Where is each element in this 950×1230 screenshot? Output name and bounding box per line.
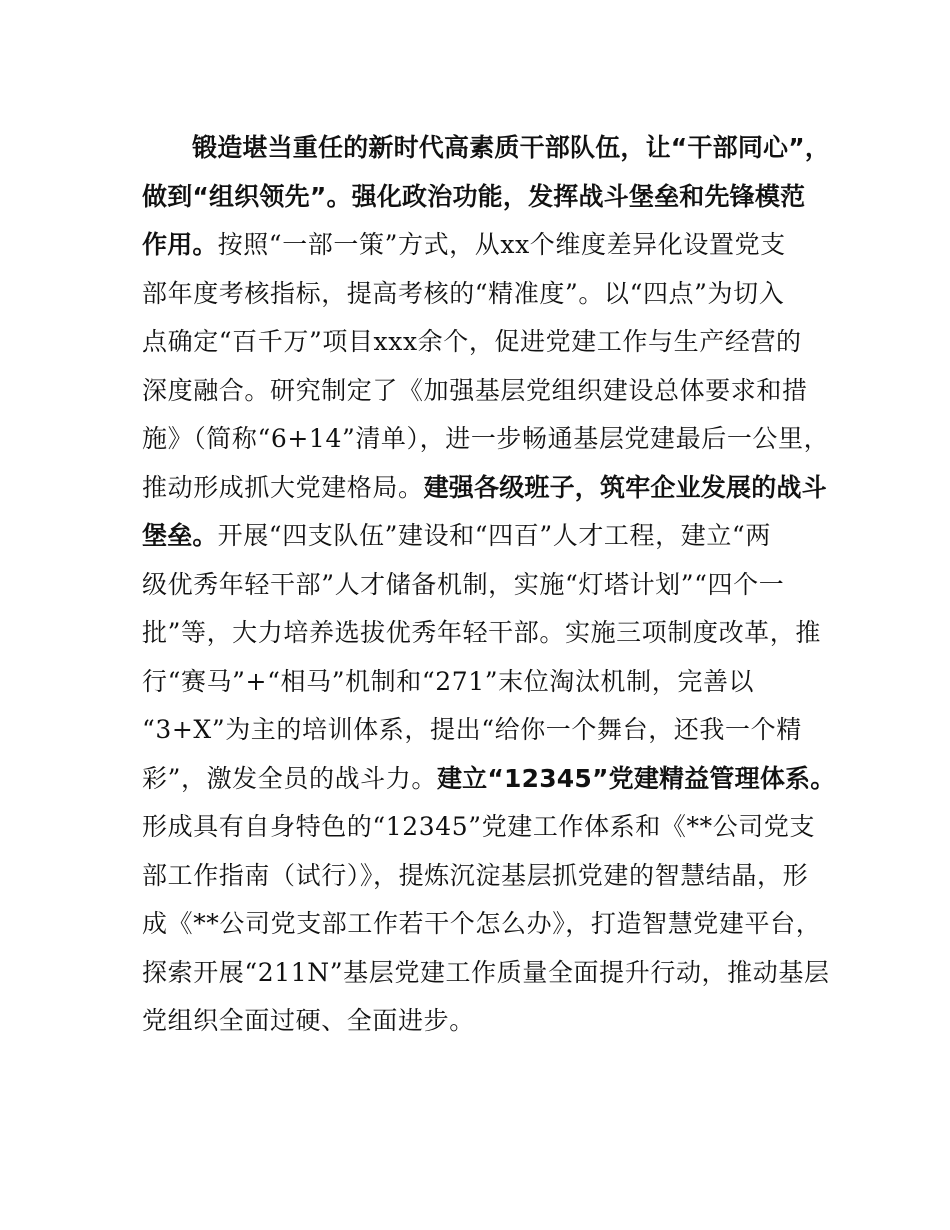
paragraph-line: [142, 949, 830, 998]
body-paragraph: [142, 124, 836, 1046]
paragraph-line: [142, 464, 827, 513]
text-segment: 行“赛马”+“相马”机制和“271”末位淘汰机制，完善以: [142, 666, 755, 696]
text-segment: “3+X”为主的培训体系，提出“给你一个舞台，还我一个精: [142, 715, 802, 744]
bold-text-segment: 作用。: [142, 230, 218, 259]
paragraph-line: [142, 221, 822, 270]
text-segment: 部年度考核指标，提高考核的“精准度”。以“四点”为切入: [142, 278, 785, 308]
paragraph-line: [142, 658, 822, 707]
bold-text-segment: 锻造堪当重任的新时代高素质干部队伍，让“干部同心”，: [192, 133, 831, 162]
paragraph-line: [142, 173, 822, 222]
text-segment: 部工作指南（试行）》，提炼沉淀基层抓党建的智慧结晶，形: [142, 860, 809, 890]
bold-text-segment: 建强各级班子，筑牢企业发展的战斗: [423, 472, 827, 502]
paragraph-line: [142, 318, 822, 367]
text-segment: 级优秀年轻干部”人才储备机制，实施“灯塔计划”“四个一: [142, 569, 785, 599]
bold-text-segment: 建立“12345”党建精益管理体系。: [436, 763, 836, 793]
paragraph-line: [142, 124, 831, 173]
bold-text-segment: 堡垒。: [142, 521, 218, 550]
text-segment: 形成具有自身特色的“12345”党建工作体系和《**公司党支: [142, 812, 816, 841]
text-segment: 探索开展“211N”基层党建工作质量全面提升行动，推动基层: [142, 957, 830, 987]
paragraph-line: [142, 852, 822, 901]
paragraph-line: [142, 997, 822, 1046]
text-segment: 成《**公司党支部工作若干个怎么办》，打造智慧党建平台，: [142, 909, 822, 938]
text-segment: 党组织全面过硬、全面进步。: [142, 1006, 475, 1035]
text-segment: 按照“一部一策”方式，从xx个维度差异化设置党支: [217, 230, 786, 259]
paragraph-line: [142, 803, 822, 852]
paragraph-line: [142, 900, 822, 949]
text-segment: 施》（简称“6+14”清单），进一步畅通基层党建最后一公里，: [142, 424, 830, 453]
text-segment: 彩”，激发全员的战斗力。: [142, 763, 437, 793]
paragraph-line: [142, 512, 822, 561]
text-segment: 推动形成抓大党建格局。: [142, 472, 424, 502]
text-segment: 批”等，大力培养选拔优秀年轻干部。实施三项制度改革，推: [142, 618, 821, 647]
paragraph-line: [142, 706, 822, 755]
paragraph-line: [142, 415, 830, 464]
text-segment: 点确定“百千万”项目xxx余个，促进党建工作与生产经营的: [142, 327, 802, 356]
paragraph-line: [142, 367, 822, 416]
paragraph-line: [142, 609, 822, 658]
paragraph-line: [142, 270, 822, 319]
text-segment: 深度融合。研究制定了《加强基层党组织建设总体要求和措: [142, 375, 808, 405]
paragraph-line: [142, 561, 822, 610]
paragraph-line: [142, 755, 836, 804]
text-segment: 开展“四支队伍”建设和“四百”人才工程，建立“两: [217, 521, 771, 550]
bold-text-segment: 做到“组织领先”。强化政治功能，发挥战斗堡垒和先锋模范: [142, 181, 806, 211]
